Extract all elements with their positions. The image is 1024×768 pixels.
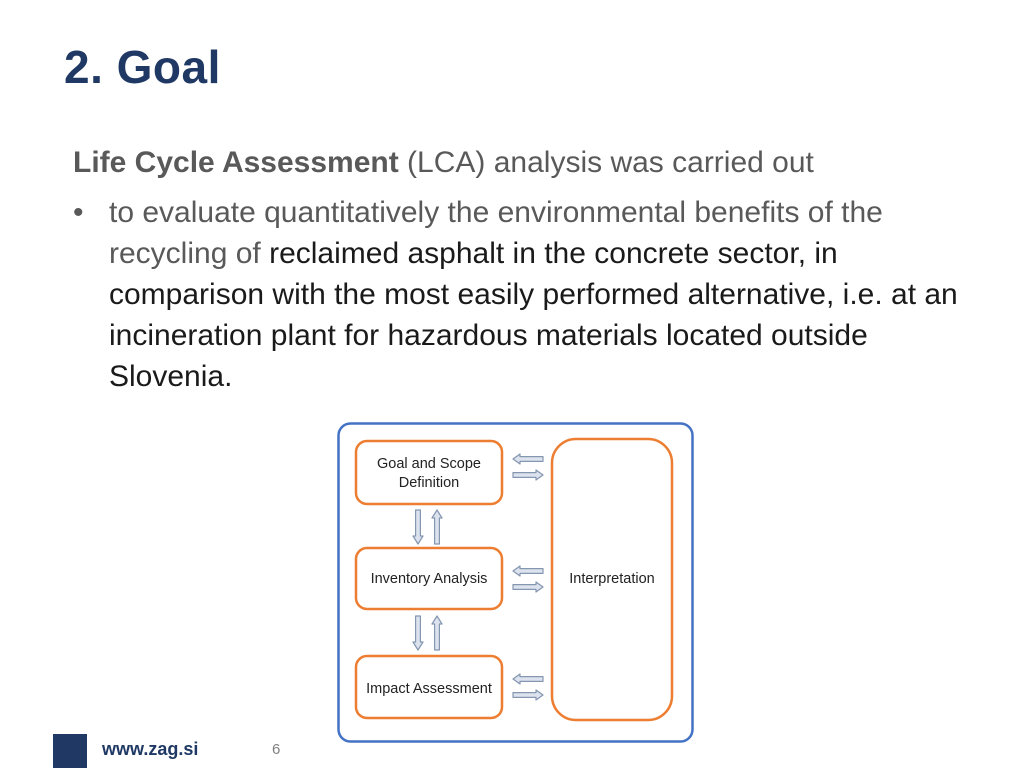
inventory-analysis-label: Inventory Analysis (370, 571, 488, 587)
slide-title: 2. Goal (64, 41, 221, 93)
goal-scope-label-2: Definition (398, 475, 460, 491)
bullet-dot-icon: • (73, 196, 84, 229)
page-number: 6 (272, 741, 281, 758)
footer-url-link[interactable]: www.zag.si (102, 739, 199, 759)
goal-scope-label-1: Goal and Scope (377, 456, 481, 472)
lca-framework-diagram (337, 422, 695, 744)
bullet-item (73, 192, 993, 397)
interpretation-label: Interpretation (569, 571, 655, 587)
bullet-text-grey: to evaluate quantitatively the environmental benefits of the recycling of (109, 196, 883, 270)
bullet-text-dark: reclaimed asphalt in the concrete sector, in comparison with the most easily performed alternative, i.e. at an incineration plant for hazardous materials located outside Slovenia. (109, 237, 958, 393)
lead-rest: (LCA) analysis was carried out (398, 146, 814, 179)
bullet-list (73, 192, 993, 397)
footer-logo-square (53, 734, 87, 768)
lead-sentence (73, 143, 814, 183)
impact-assessment-label: Impact Assessment (366, 681, 492, 697)
goal-scope-box (356, 441, 502, 504)
lead-bold-term: Life Cycle Assessment (73, 146, 399, 179)
